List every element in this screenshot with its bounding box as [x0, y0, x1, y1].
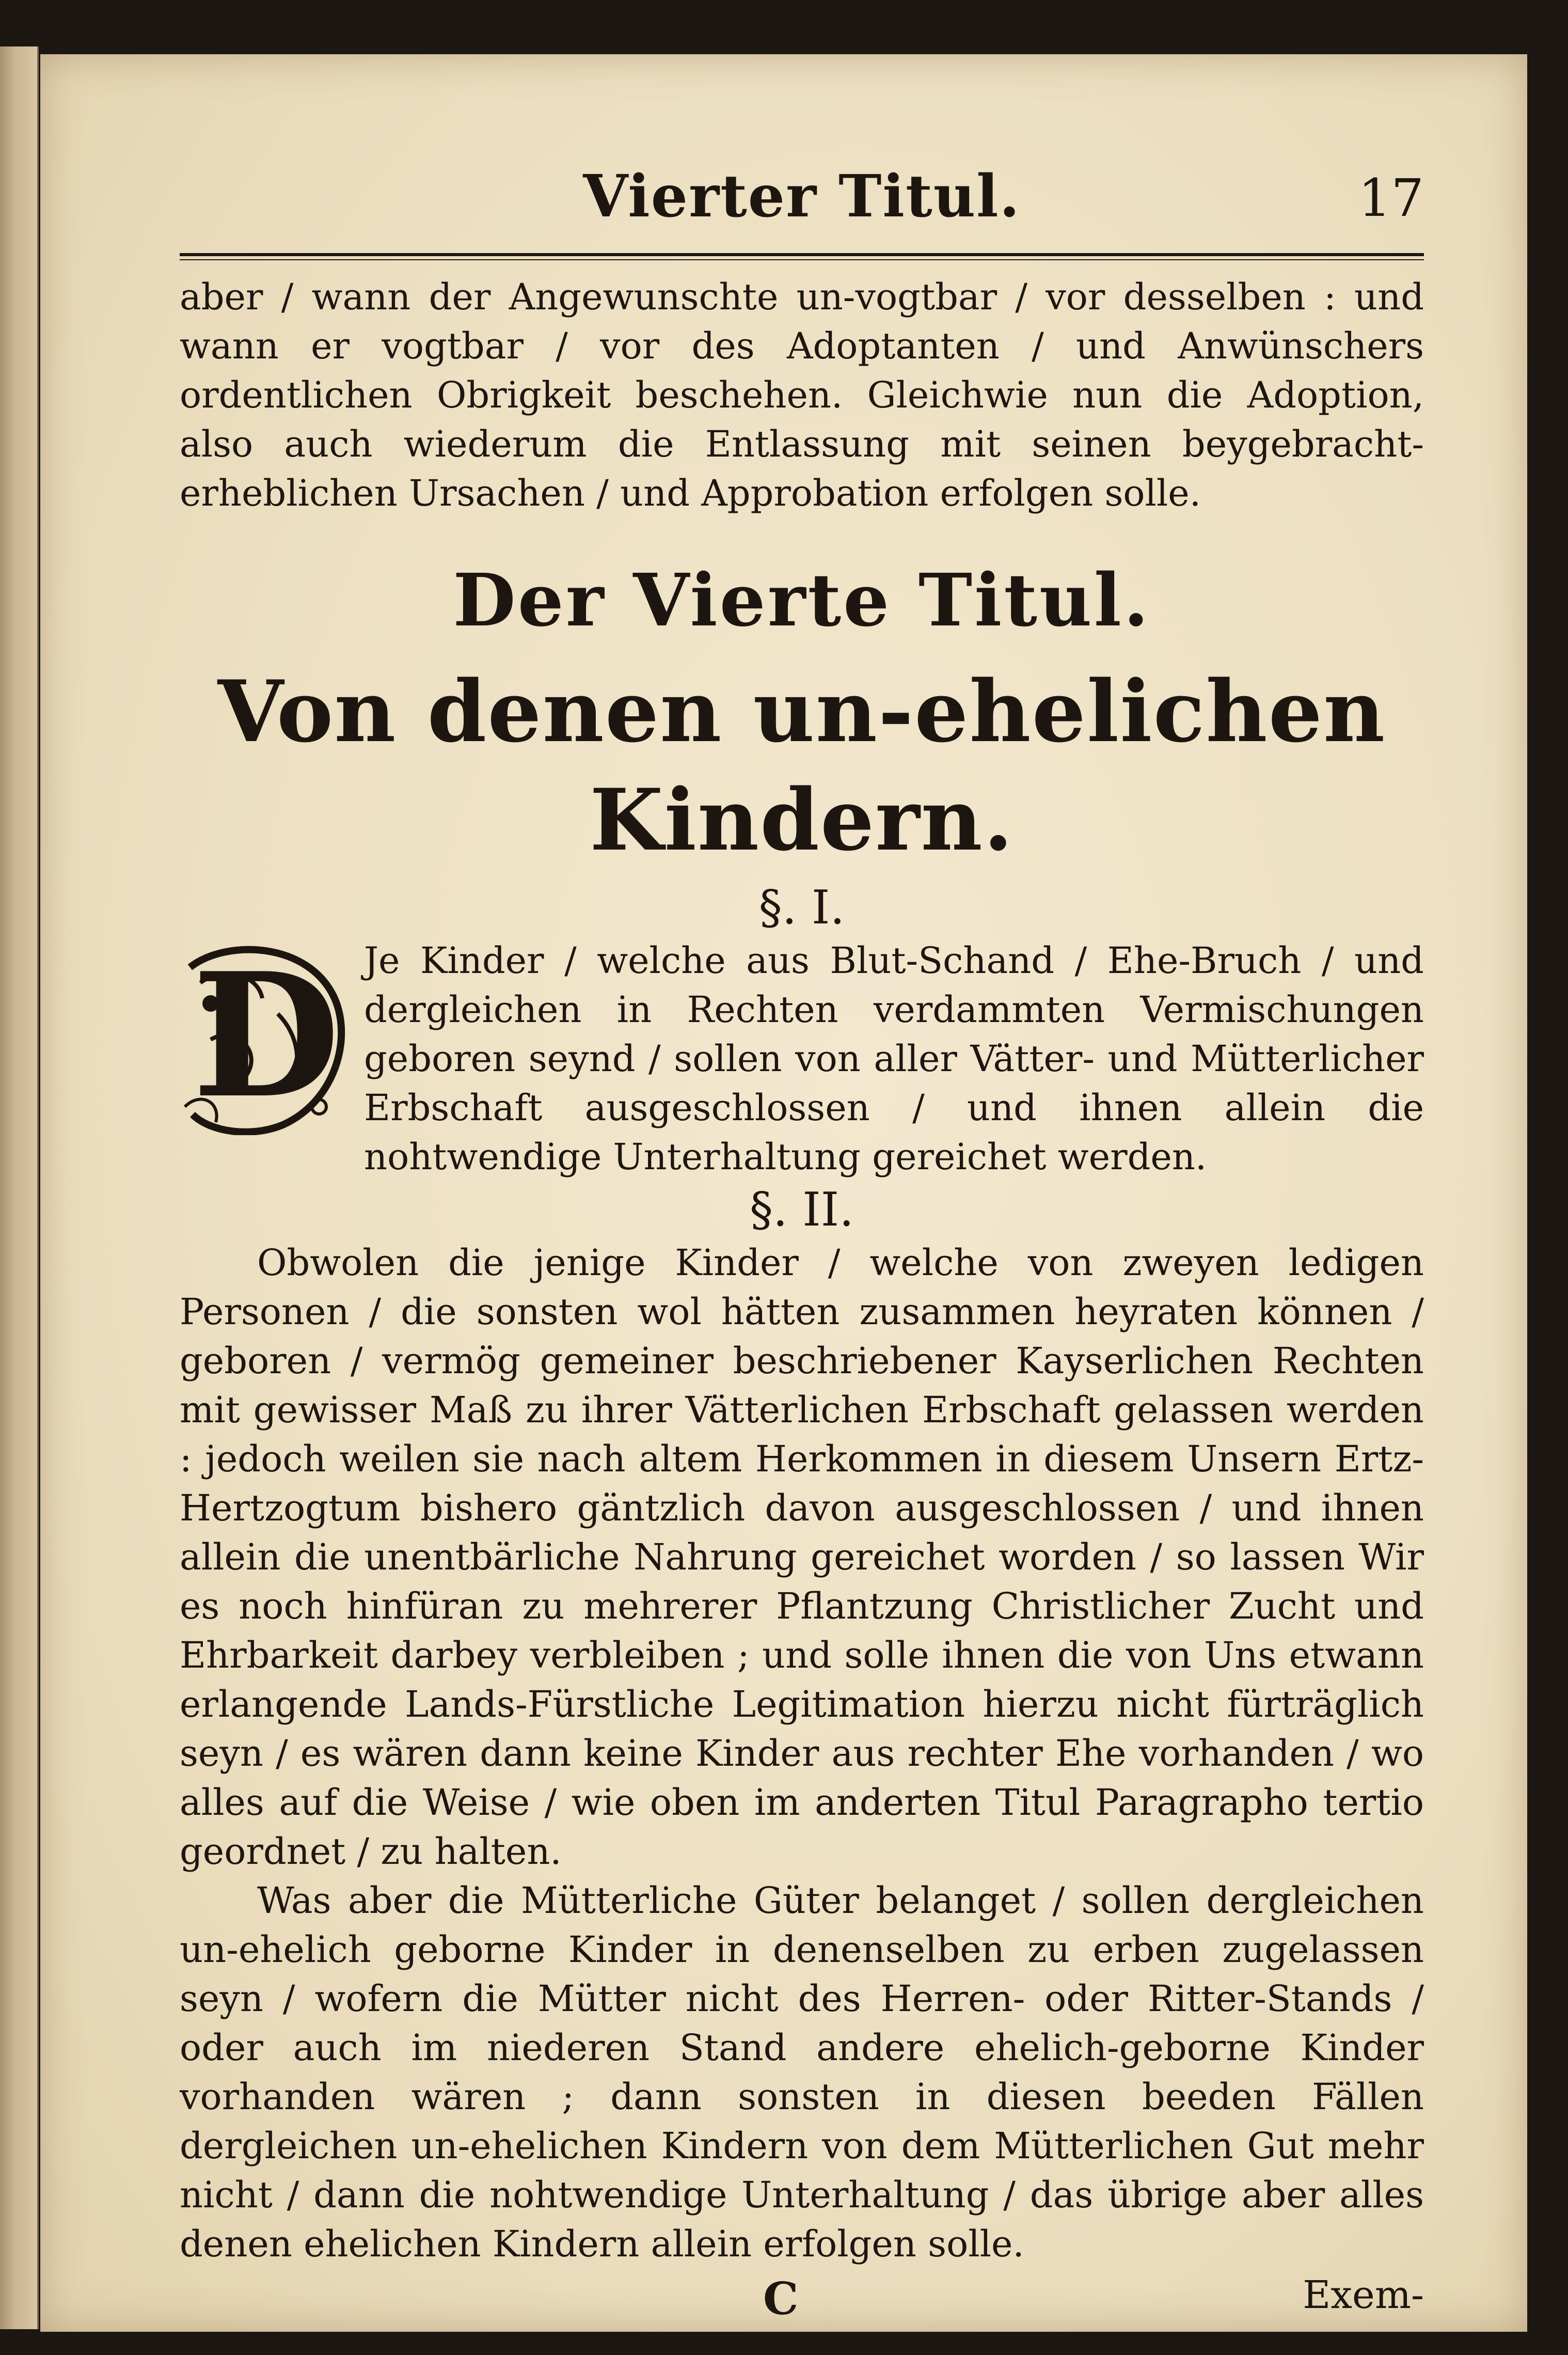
carryover-paragraph: aber / wann der Angewunschte un-vogtbar / vor desselben : und wann er vogtbar / vor des Adoptanten / und Anwünschers ordentlichen Obrigkeit beschehen. Gleichwie nun die Adoption, also auch wiederum die Entlassung mit seinen beygebracht-erheblichen Ursachen / und Approbation erfolgen solle.: [180, 276, 1424, 514]
paragraph-2-continuation: Was aber die Mütterliche Güter belanget / sollen dergleichen un-ehelich geborne Kinder in denenselben zu erben zugelassen seyn / wofern die Mütter nicht des Herren- oder Ritter-Stands / oder auch im niederen Stand andere ehelich-geborne Kinder vorhanden wären ; dann sonsten in diesen beeden Fällen dergleichen un-ehelichen Kindern von dem Mütterlichen Gut mehr nicht / dann die nohtwendige Unterhaltung / das übrige aber alles denen ehelichen Kindern allein erfolgen solle.: [180, 1879, 1424, 2265]
paragraph-1: [180, 936, 1424, 1182]
paragraph-mark-1: §. I.: [758, 881, 845, 935]
running-title: Vierter Titul.: [583, 163, 1021, 230]
paragraph-2-text: Obwolen die jenige Kinder / welche von zweyen ledigen Personen / die sonsten wol hätten zusammen heyraten können / geboren / vermög gemeiner beschriebener Kayserlichen Rechten mit gewisser Maß zu ihrer Vätterlichen Erbschaft gelassen werden : jedoch weilen sie nach altem Herkommen in diesem Unsern Ertz-Hertzogtum bishero gäntzlich davon ausgeschlossen / und ihnen allein die unentbärliche Nahrung gereichet worden / so lassen Wir es noch hinfüran zu mehrerer Pflantzung Christlicher Zucht und Ehrbarkeit darbey verbleiben ; und solle ihnen die von Uns etwann erlangende Lands-Fürstliche Legitimation hierzu nicht fürträglich seyn / es wären dann keine Kinder aus rechter Ehe vorhanden / wo alles auf die Weise / wie oben im anderten Titul Paragrapho tertio geordnet / zu halten.: [180, 1242, 1424, 1873]
chapter-title: Von denen un-ehelichen Kindern.: [217, 662, 1386, 870]
running-head: [180, 150, 1424, 253]
header-rule: [180, 253, 1424, 260]
facing-page-edge: [0, 46, 39, 2329]
page-footer: [180, 2273, 1424, 2335]
page-content: [180, 150, 1424, 2335]
paragraph-1-text: Je Kinder / welche aus Blut-Schand / Ehe-Bruch / und dergleichen in Rechten verdammten Vermischungen geboren seynd / sollen von aller Vätter- und Mütterlicher Erbschaft ausgeschlossen / und ihnen allein die nohtwendige Unterhaltung gereichet werden.: [364, 939, 1424, 1178]
page-number: 17: [1358, 168, 1424, 228]
drop-cap-letter: D: [192, 935, 340, 1136]
paragraph-mark-2: §. II.: [750, 1183, 854, 1237]
section-title: Der Vierte Titul.: [453, 558, 1151, 643]
page: [40, 54, 1527, 2332]
ornamental-drop-cap: [180, 936, 353, 1135]
signature-mark: C: [763, 2273, 799, 2325]
catchword: Exem-: [1303, 2273, 1424, 2317]
